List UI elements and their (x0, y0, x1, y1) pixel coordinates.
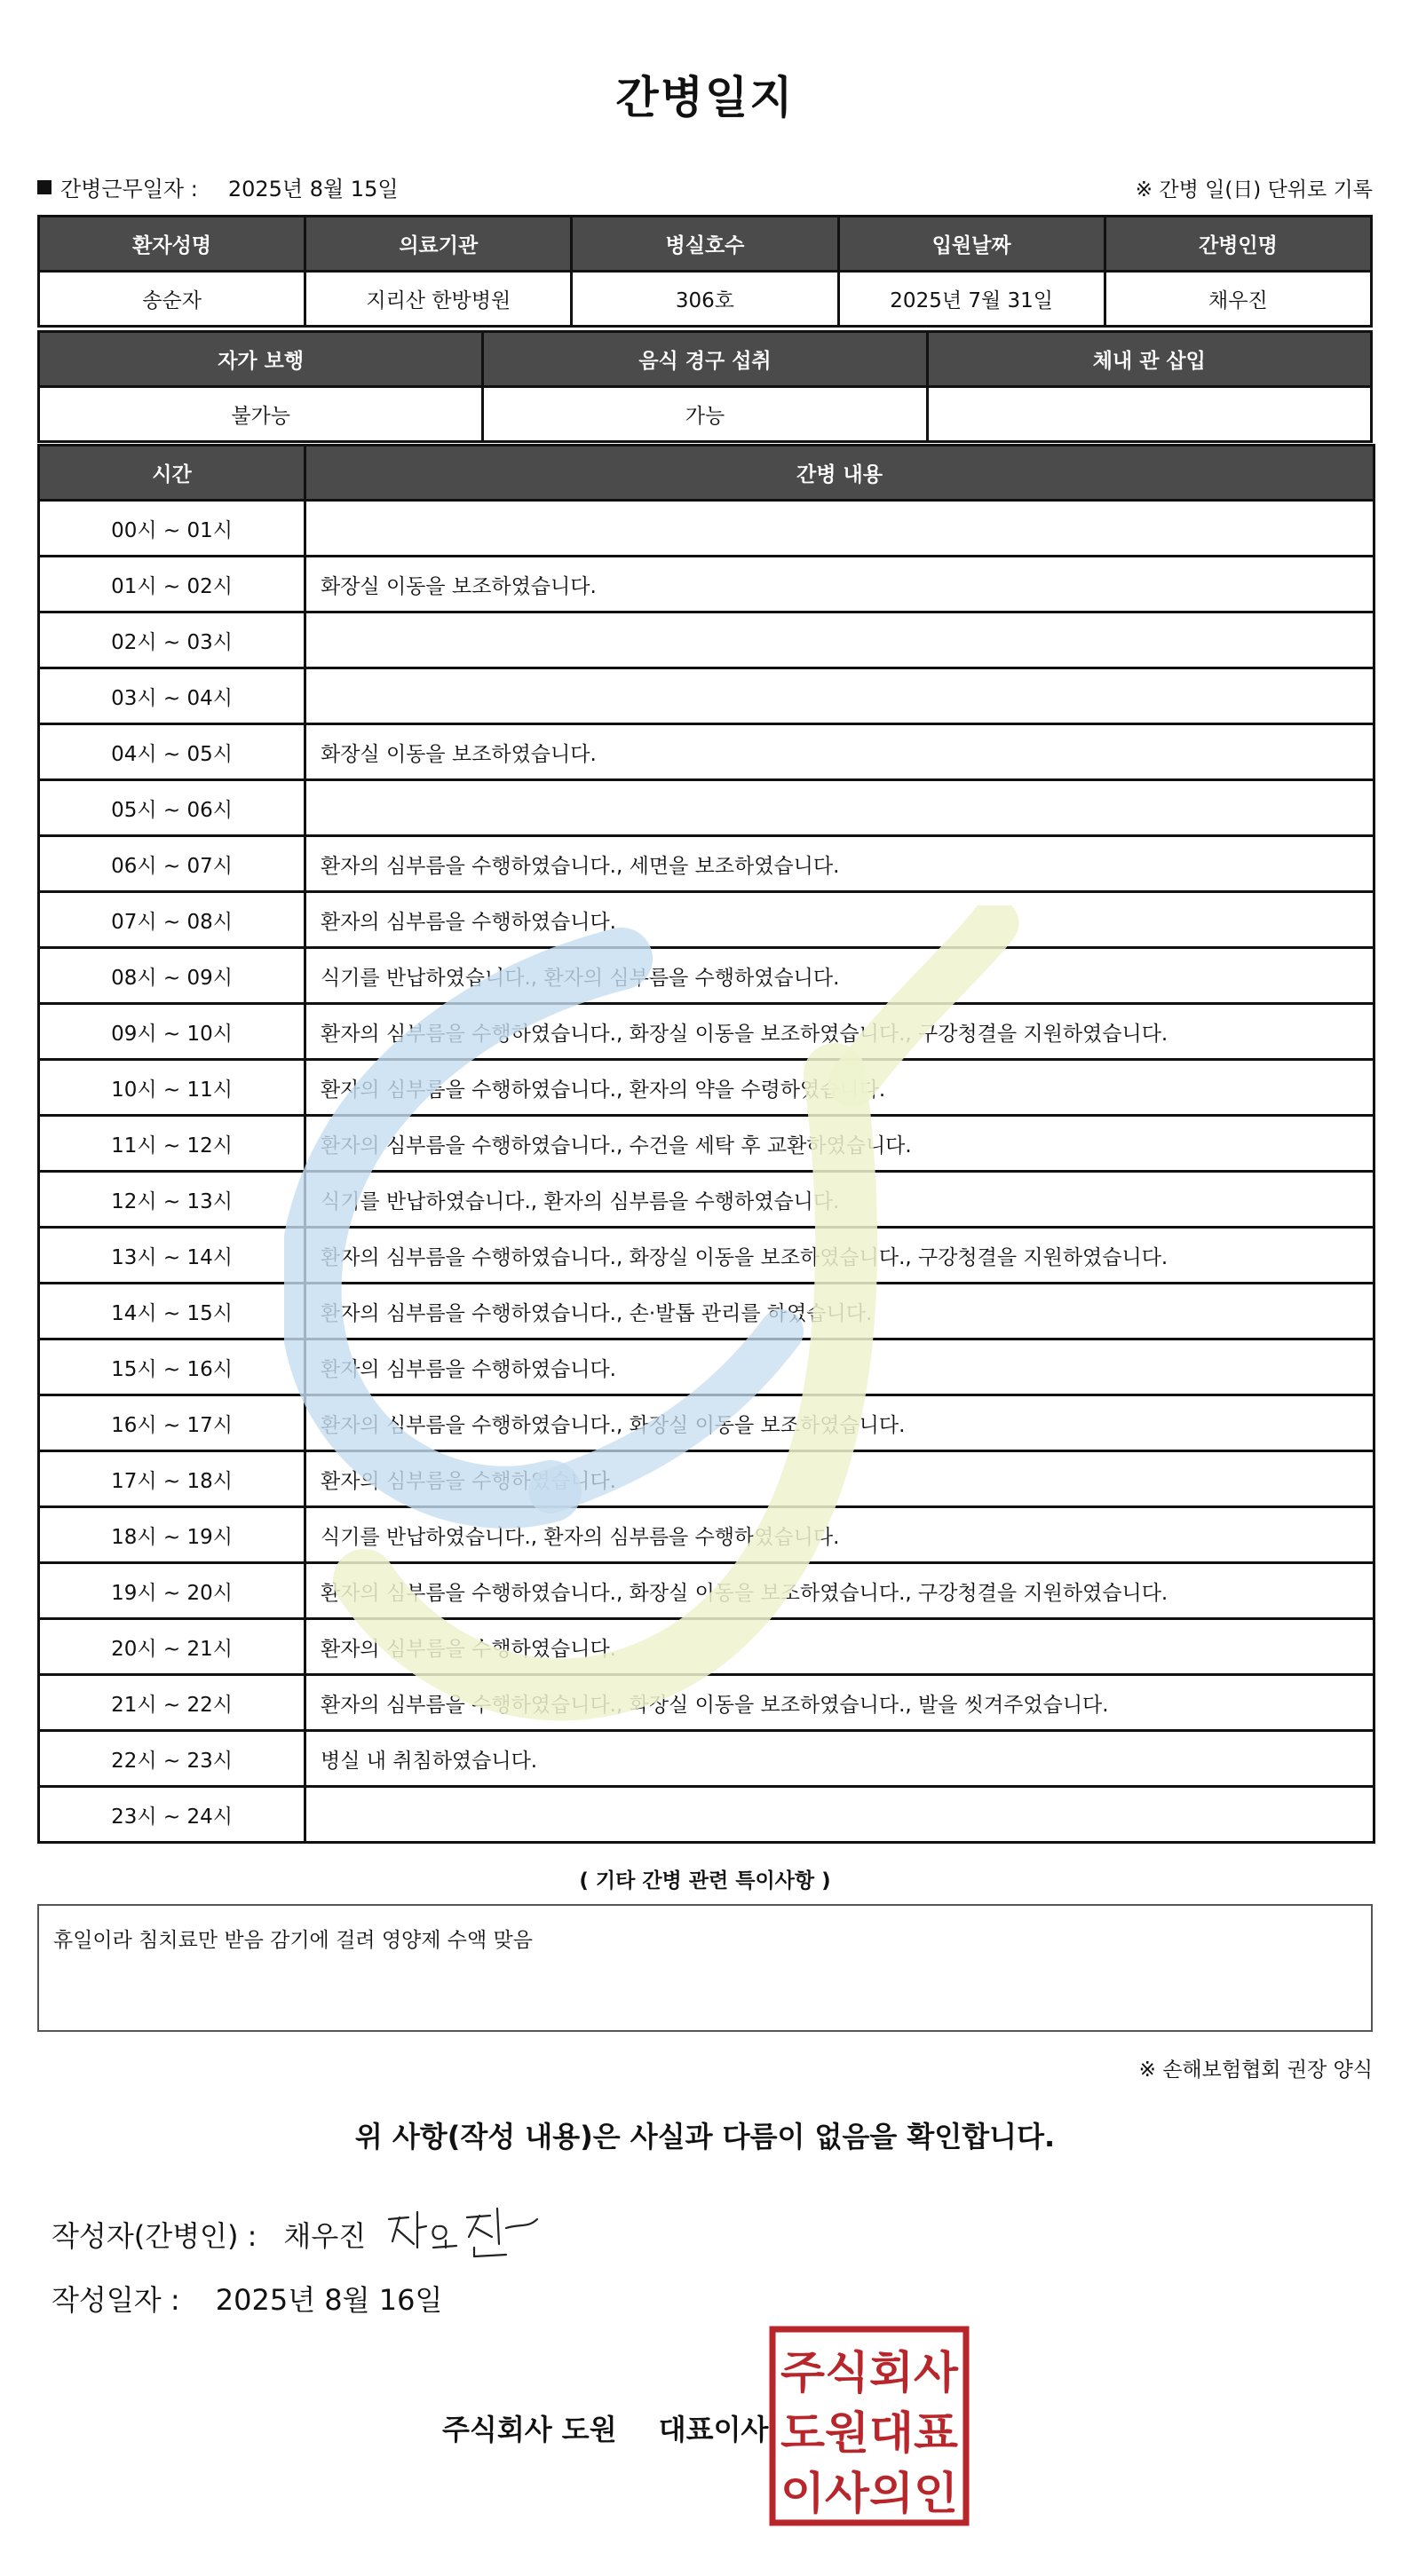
log-time: 17시 ~ 18시 (39, 1451, 305, 1507)
log-content: 환자의 심부름을 수행하였습니다. (305, 1339, 1374, 1395)
patient-status-table (37, 330, 1373, 443)
table-row (39, 1563, 1374, 1619)
log-time: 03시 ~ 04시 (39, 668, 305, 724)
table-row (39, 780, 1374, 836)
handwritten-signature (382, 2201, 542, 2264)
writer-label: 작성자(간병인) : (51, 2219, 257, 2253)
log-time: 01시 ~ 02시 (39, 557, 305, 612)
table-row (39, 836, 1374, 892)
log-content (305, 780, 1374, 836)
table-row (39, 1116, 1374, 1172)
log-time: 14시 ~ 15시 (39, 1284, 305, 1339)
room-number: 306호 (572, 272, 838, 327)
table-row (39, 668, 1374, 724)
table-row (39, 1507, 1374, 1563)
log-content (305, 501, 1374, 557)
log-time: 23시 ~ 24시 (39, 1787, 305, 1843)
patient-info-table (37, 215, 1373, 328)
special-notes-box (37, 1904, 1373, 2032)
table-row (39, 501, 1374, 557)
log-time: 10시 ~ 11시 (39, 1060, 305, 1116)
work-date-value: 2025년 8월 15일 (227, 177, 399, 201)
log-content: 환자의 심부름을 수행하였습니다., 화장실 이동을 보조하였습니다., 구강청결을 지원하였습니다. (305, 1563, 1374, 1619)
log-content: 환자의 심부름을 수행하였습니다., 세면을 보조하였습니다. (305, 836, 1374, 892)
self-walking-value: 불가능 (39, 387, 483, 442)
log-time: 08시 ~ 09시 (39, 948, 305, 1004)
header-hospital: 의료기관 (305, 217, 572, 272)
table-row (39, 612, 1374, 668)
log-time: 20시 ~ 21시 (39, 1619, 305, 1675)
log-content: 식기를 반납하였습니다., 환자의 심부름을 수행하였습니다. (305, 1172, 1374, 1228)
table-row (39, 1675, 1374, 1731)
table-row (39, 1284, 1374, 1339)
table-row (39, 1619, 1374, 1675)
header-patient-name: 환자성명 (39, 217, 305, 272)
log-time: 22시 ~ 23시 (39, 1731, 305, 1787)
log-time: 00시 ~ 01시 (39, 501, 305, 557)
table-row (39, 1339, 1374, 1395)
table-row (39, 1787, 1374, 1843)
log-time: 15시 ~ 16시 (39, 1339, 305, 1395)
writer-line (51, 2214, 366, 2255)
log-time: 21시 ~ 22시 (39, 1675, 305, 1731)
tube-insertion-value (927, 387, 1371, 442)
work-date-label: 간병근무일자 : (60, 177, 198, 201)
log-content: 병실 내 취침하였습니다. (305, 1731, 1374, 1787)
log-time: 06시 ~ 07시 (39, 836, 305, 892)
log-content: 환자의 심부름을 수행하였습니다. (305, 1619, 1374, 1675)
table-row (39, 1172, 1374, 1228)
log-content: 환자의 심부름을 수행하였습니다., 화장실 이동을 보조하였습니다., 구강청결을 지원하였습니다. (305, 1004, 1374, 1060)
written-date-label: 작성일자 : (51, 2283, 180, 2317)
log-time: 07시 ~ 08시 (39, 892, 305, 948)
log-content: 식기를 반납하였습니다., 환자의 심부름을 수행하였습니다. (305, 1507, 1374, 1563)
unit-note: ※ 간병 일(日) 단위로 기록 (1135, 178, 1373, 201)
header-self-walking: 자가 보행 (39, 332, 483, 387)
log-content: 환자의 심부름을 수행하였습니다., 화장실 이동을 보조하였습니다., 발을 씻겨주었습니다. (305, 1675, 1374, 1731)
special-notes-content: 휴일이라 침치료만 받음 감기에 걸려 영양제 수액 맞음 (53, 1929, 533, 1952)
log-content (305, 668, 1374, 724)
log-content: 화장실 이동을 보조하였습니다. (305, 557, 1374, 612)
log-time: 19시 ~ 20시 (39, 1563, 305, 1619)
log-content: 환자의 심부름을 수행하였습니다., 화장실 이동을 보조하였습니다. (305, 1395, 1374, 1451)
oral-intake-value: 가능 (483, 387, 927, 442)
log-content: 환자의 심부름을 수행하였습니다., 화장실 이동을 보조하였습니다., 구강청결을 지원하였습니다. (305, 1228, 1374, 1284)
page-title: 간병일지 (615, 72, 795, 123)
bullet-square-icon (37, 180, 51, 194)
work-date-line (37, 171, 399, 202)
log-time: 18시 ~ 19시 (39, 1507, 305, 1563)
log-content (305, 612, 1374, 668)
table-row (39, 1228, 1374, 1284)
company-name: 주식회사 도원 (442, 2413, 617, 2446)
header-oral-intake: 음식 경구 섭취 (483, 332, 927, 387)
log-time: 12시 ~ 13시 (39, 1172, 305, 1228)
seal-line-3: 이사의인 (780, 2468, 958, 2519)
special-notes-title: ( 기타 간병 관련 특이사항 ) (579, 1869, 831, 1892)
header-tube-insertion: 체내 관 삽입 (927, 332, 1371, 387)
company-seal-stamp (769, 2326, 970, 2526)
log-content: 환자의 심부름을 수행하였습니다. (305, 892, 1374, 948)
log-content: 환자의 심부름을 수행하였습니다. (305, 1451, 1374, 1507)
log-time: 02시 ~ 03시 (39, 612, 305, 668)
caregiver-name: 채우진 (1105, 272, 1371, 327)
company-ceo-title: 대표이사 (658, 2413, 769, 2446)
header-care-content: 간병 내용 (305, 446, 1374, 501)
header-time: 시간 (39, 446, 305, 501)
table-row (39, 724, 1374, 780)
form-note: ※ 손해보험협회 권장 양식 (1138, 2058, 1373, 2082)
log-time: 16시 ~ 17시 (39, 1395, 305, 1451)
written-date-value: 2025년 8월 16일 (215, 2283, 443, 2317)
header-admission-date: 입원날짜 (838, 217, 1105, 272)
header-caregiver-name: 간병인명 (1105, 217, 1371, 272)
log-time: 13시 ~ 14시 (39, 1228, 305, 1284)
table-row (39, 948, 1374, 1004)
confirmation-statement: 위 사항(작성 내용)은 사실과 다름이 없음을 확인합니다. (354, 2120, 1056, 2153)
log-time: 11시 ~ 12시 (39, 1116, 305, 1172)
table-row (39, 892, 1374, 948)
care-log-table (37, 444, 1375, 1844)
company-line (442, 2407, 768, 2448)
table-row (39, 1004, 1374, 1060)
table-row (39, 557, 1374, 612)
log-content: 식기를 반납하였습니다., 환자의 심부름을 수행하였습니다. (305, 948, 1374, 1004)
log-content: 환자의 심부름을 수행하였습니다., 수건을 세탁 후 교환하였습니다. (305, 1116, 1374, 1172)
log-content (305, 1787, 1374, 1843)
log-content: 환자의 심부름을 수행하였습니다., 환자의 약을 수령하였습니다. (305, 1060, 1374, 1116)
hospital-name: 지리산 한방병원 (305, 272, 572, 327)
log-time: 09시 ~ 10시 (39, 1004, 305, 1060)
log-content: 화장실 이동을 보조하였습니다. (305, 724, 1374, 780)
log-content: 환자의 심부름을 수행하였습니다., 손·발톱 관리를 하였습니다. (305, 1284, 1374, 1339)
written-date-line (51, 2278, 442, 2319)
admission-date: 2025년 7월 31일 (838, 272, 1105, 327)
table-row (39, 1060, 1374, 1116)
header-room: 병실호수 (572, 217, 838, 272)
table-row (39, 1451, 1374, 1507)
log-time: 04시 ~ 05시 (39, 724, 305, 780)
seal-line-2: 도원대표 (780, 2407, 959, 2459)
table-row (39, 1395, 1374, 1451)
seal-line-1: 주식회사 (780, 2347, 959, 2398)
patient-name: 송순자 (39, 272, 305, 327)
table-row (39, 1731, 1374, 1787)
writer-name: 채우진 (283, 2219, 367, 2253)
log-time: 05시 ~ 06시 (39, 780, 305, 836)
